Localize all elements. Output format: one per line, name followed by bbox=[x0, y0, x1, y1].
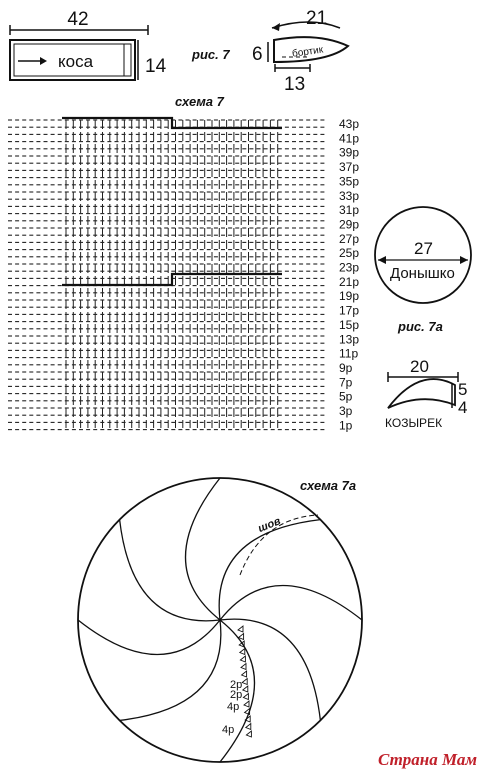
spiral-row-label-3: 4р bbox=[227, 701, 240, 713]
arc-height-label: 6 bbox=[252, 44, 263, 65]
arc-length-label: 21 bbox=[306, 8, 328, 29]
border-figure bbox=[252, 8, 348, 95]
visor-height-label-b: 4 bbox=[458, 398, 468, 417]
row-label: 15р bbox=[339, 317, 360, 332]
spiral-row-label-2: 2р bbox=[230, 689, 243, 701]
row-label: 11р bbox=[339, 346, 359, 361]
stitch-mark bbox=[242, 671, 247, 677]
row-label: 31р bbox=[339, 203, 360, 218]
row-label: 7р bbox=[339, 375, 353, 390]
crown-label: Донышко bbox=[390, 265, 455, 282]
row-label: 19р bbox=[339, 289, 360, 304]
spiral-row-label-4: 4р bbox=[222, 724, 235, 736]
border-label: бортик bbox=[291, 44, 324, 60]
stitch-mark bbox=[240, 656, 245, 662]
row-label: 13р bbox=[339, 332, 360, 347]
spiral-spoke bbox=[220, 586, 362, 621]
spiral-spoke bbox=[78, 620, 220, 655]
scheme-7a-title: схема 7а bbox=[300, 478, 357, 493]
visor-height-label-a: 5 bbox=[458, 380, 468, 399]
row-label: 5р bbox=[339, 389, 353, 404]
spiral-row-label-1: 2р bbox=[230, 679, 243, 691]
visor-label: КОЗЫРЕК bbox=[385, 416, 443, 430]
row-label: 9р bbox=[339, 360, 353, 375]
row-label: 35р bbox=[339, 174, 360, 189]
crown-figure bbox=[375, 207, 471, 303]
strip-width-label: 42 bbox=[67, 9, 89, 30]
watermark: Страна Мам bbox=[378, 750, 478, 769]
stitch-mark bbox=[246, 731, 251, 737]
stitch-mark bbox=[246, 724, 251, 730]
spiral-spokes bbox=[78, 478, 362, 762]
row-label: 17р bbox=[339, 303, 360, 318]
visor-shape bbox=[388, 379, 455, 408]
figure-7a-caption: рис. 7а bbox=[398, 319, 443, 334]
row-label: 3р bbox=[339, 404, 353, 418]
row-label: 21р bbox=[339, 274, 360, 289]
stitch-mark bbox=[241, 664, 246, 670]
row-label: 25р bbox=[339, 246, 360, 261]
stitch-mark bbox=[240, 649, 245, 655]
strip-height-label: 14 bbox=[145, 56, 167, 77]
figure-7-caption: рис. 7 bbox=[192, 47, 230, 62]
row-label: 43р bbox=[339, 117, 360, 131]
crown-spiral-scheme bbox=[78, 478, 362, 762]
row-label: 41р bbox=[339, 131, 360, 146]
stitch-mark bbox=[242, 679, 247, 685]
stitch-mark bbox=[243, 686, 248, 692]
row-label: 29р bbox=[339, 217, 360, 232]
crown-diameter-label: 27 bbox=[414, 239, 433, 258]
stitch-mark bbox=[243, 694, 248, 700]
row-label: 33р bbox=[339, 188, 360, 203]
strip-label: коса bbox=[58, 52, 94, 71]
row-label: 1р bbox=[339, 418, 353, 433]
row-label: 39р bbox=[339, 145, 360, 160]
chart-row-labels bbox=[339, 117, 359, 432]
knitting-chart bbox=[8, 118, 324, 430]
visor-width-label: 20 bbox=[410, 357, 429, 376]
stitch-mark bbox=[238, 626, 243, 632]
seam-label: шов bbox=[256, 515, 283, 535]
braid-strip-figure bbox=[10, 9, 167, 80]
spiral-spoke bbox=[186, 478, 221, 620]
row-label: 23р bbox=[339, 260, 360, 275]
row-label: 37р bbox=[339, 160, 360, 175]
scheme-7-title: схема 7 bbox=[175, 94, 224, 109]
stitch-mark bbox=[244, 701, 249, 707]
row-label: 27р bbox=[339, 231, 360, 246]
visor-figure bbox=[385, 357, 467, 430]
base-width-label: 13 bbox=[284, 74, 306, 95]
